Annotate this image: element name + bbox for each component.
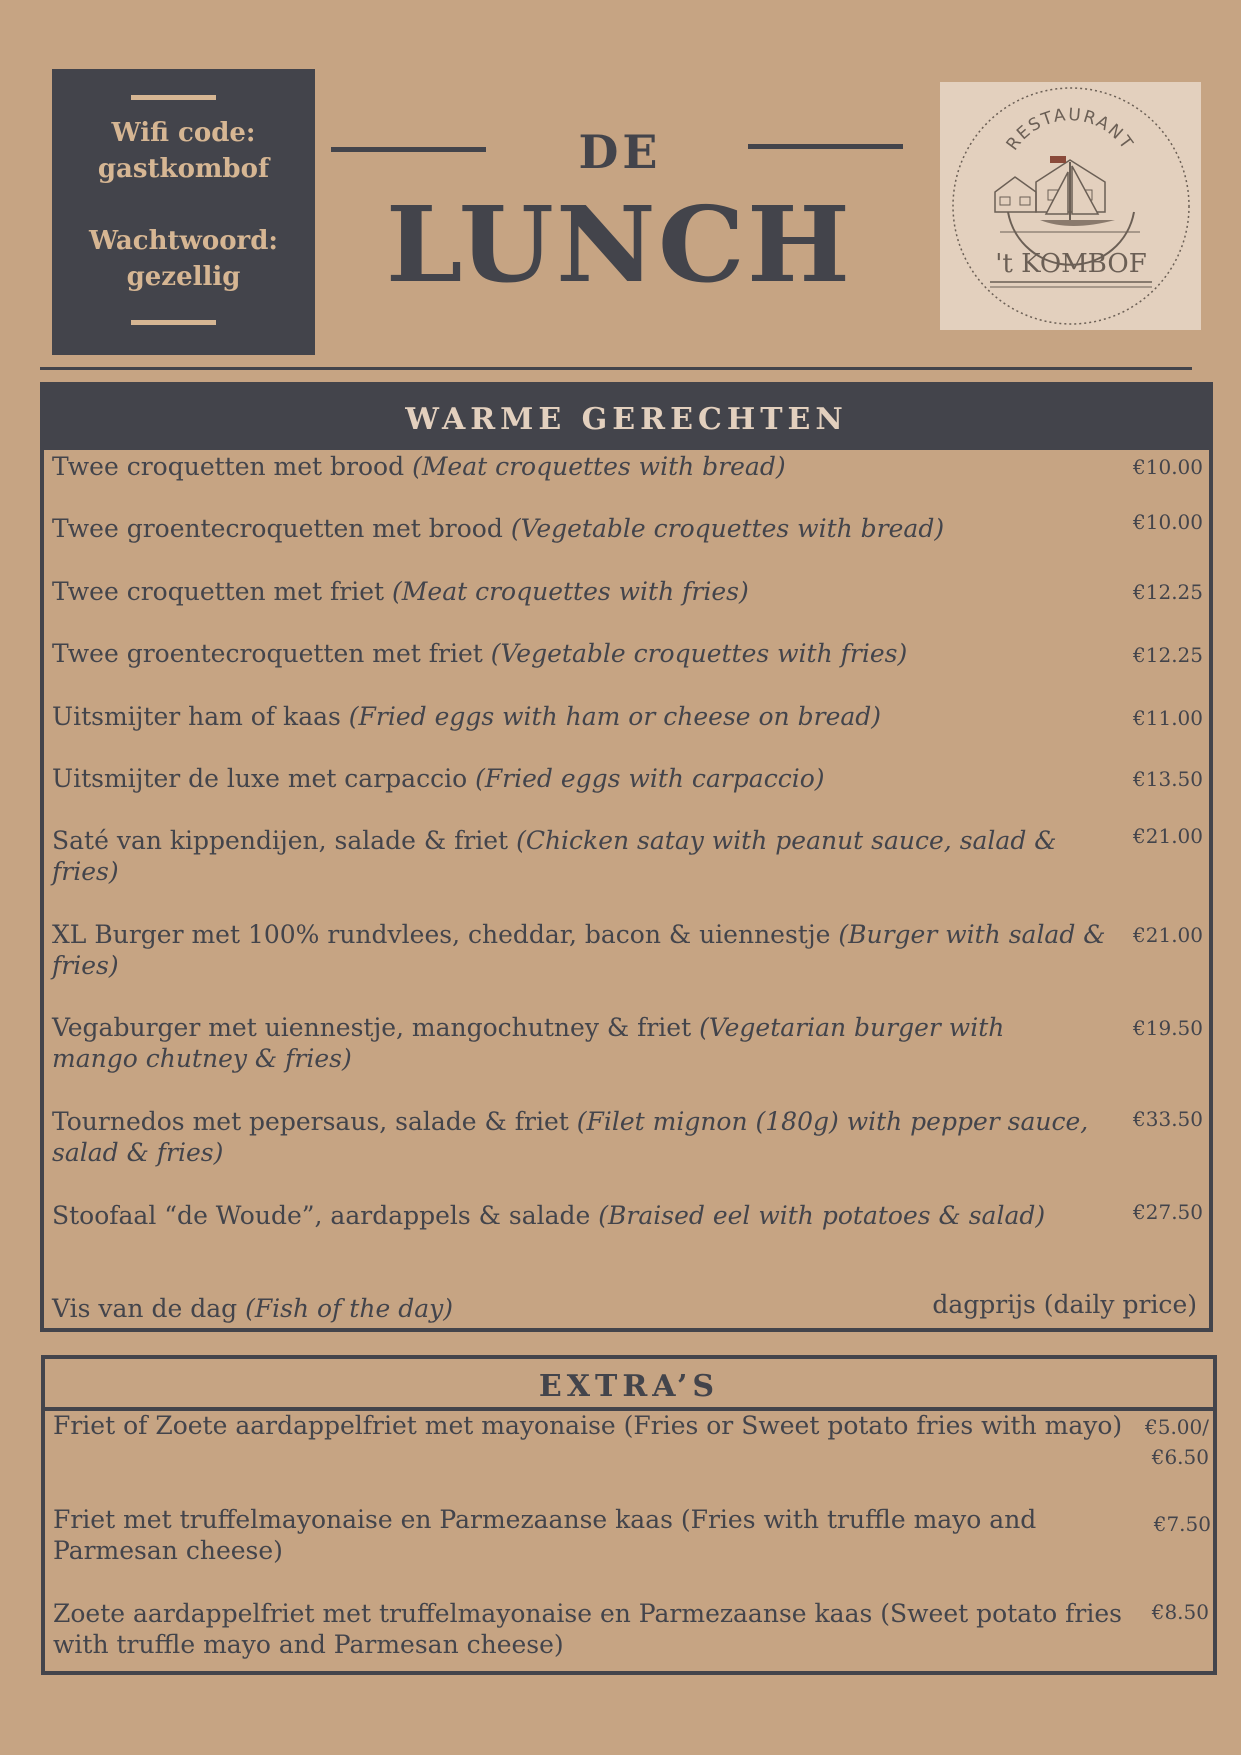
logo-emblem	[940, 82, 1201, 330]
menu-item: Twee groentecroquetten met brood (Vegetable croquettes with bread)	[52, 514, 945, 543]
section-extras	[41, 1355, 1217, 1675]
menu-item-price: €21.00	[1133, 923, 1203, 947]
menu-item: Uitsmijter ham of kaas (Fried eggs with ham or cheese on bread)	[52, 702, 882, 731]
extra-item-price: €7.50	[1153, 1512, 1211, 1536]
menu-item-price: €19.50	[1133, 1016, 1203, 1040]
wifi-top-divider	[131, 95, 216, 100]
extra-item-price: €5.00/ €6.50	[1145, 1415, 1209, 1469]
extra-item: Zoete aardappelfriet met truffelmayonaise en Parmezaanse kaas (Sweet potato fries with truffle mayo and Parmesan cheese)	[53, 1599, 1122, 1659]
menu-item: Twee groentecroquetten met friet (Vegetable croquettes with fries)	[52, 639, 908, 668]
menu-item: Twee croquetten met friet (Meat croquettes with fries)	[52, 577, 749, 606]
menu-item-price: €12.25	[1133, 580, 1203, 604]
menu-item: XL Burger met 100% rundvlees, cheddar, bacon & uiennestje (Burger with salad & fries)	[52, 920, 1106, 980]
title-de: DE	[578, 125, 662, 179]
menu-item-price: dagprijs (daily price)	[932, 1290, 1197, 1319]
wifi-password: gezellig	[126, 262, 241, 292]
menu-item: Vegaburger met uiennestje, mangochutney & friet (Vegetarian burger with mango chutney & fries)	[52, 1013, 1005, 1073]
menu-item-price: €27.50	[1133, 1200, 1203, 1224]
title-right-rule	[748, 144, 903, 149]
extra-item: Friet of Zoete aardappelfriet met mayonaise (Fries or Sweet potato fries with mayo)	[53, 1411, 1123, 1440]
menu-item: Saté van kippendijen, salade & friet (Chicken satay with peanut sauce, salad & fries)	[52, 826, 1057, 886]
menu-item-price: €12.25	[1133, 643, 1203, 667]
wifi-text	[52, 115, 315, 295]
menu-item: Vis van de dag (Fish of the day)	[52, 1294, 453, 1323]
page-title: LUNCH	[385, 183, 853, 306]
logo-arc-text: RESTAURANT	[1002, 104, 1138, 155]
restaurant-logo	[940, 82, 1201, 330]
wifi-password-label: Wachtwoord:	[88, 226, 279, 256]
extra-item: Friet met truffelmayonaise en Parmezaanse kaas (Fries with truffle mayo and Parmesan cheese)	[53, 1505, 1037, 1565]
extra-item-price: €8.50	[1151, 1600, 1209, 1624]
wifi-code-label: Wifi code:	[111, 118, 256, 148]
menu-item-price: €13.50	[1133, 767, 1203, 791]
menu-item-price: €21.00	[1133, 824, 1203, 848]
section-heading-extras: EXTRA’S	[45, 1359, 1213, 1411]
wifi-bottom-divider	[131, 320, 216, 325]
menu-item-price: €11.00	[1133, 706, 1203, 730]
menu-item: Twee croquetten met brood (Meat croquettes with bread)	[52, 452, 786, 481]
wifi-info-box	[52, 69, 315, 355]
menu-item-price: €33.50	[1133, 1107, 1203, 1131]
menu-item: Uitsmijter de luxe met carpaccio (Fried eggs with carpaccio)	[52, 764, 825, 793]
wifi-code: gastkombof	[97, 154, 270, 184]
header-divider	[40, 367, 1192, 370]
menu-item-price: €10.00	[1133, 455, 1203, 479]
menu-item: Tournedos met pepersaus, salade & friet (Filet mignon (180g) with pepper sauce, salad & fries)	[52, 1107, 1089, 1167]
section-heading-warm: WARME GERECHTEN	[44, 386, 1209, 450]
menu-item: Stoofaal “de Woude”, aardappels & salade (Braised eel with potatoes & salad)	[52, 1201, 1046, 1230]
section-warm-dishes	[40, 382, 1213, 1332]
menu-item-price: €10.00	[1133, 510, 1203, 534]
logo-name: 't KOMBOF	[995, 249, 1147, 279]
svg-text:RESTAURANT	[1003, 105, 1138, 154]
title-left-rule	[331, 147, 486, 152]
